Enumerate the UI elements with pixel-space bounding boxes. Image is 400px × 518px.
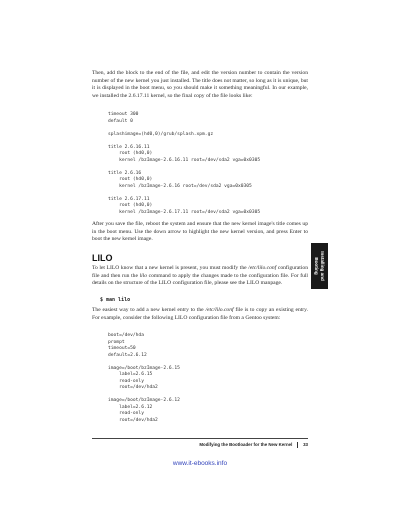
chapter-side-tab	[311, 243, 328, 289]
chapter-side-tab-label: Installing and Booting	[314, 251, 325, 281]
lilo-add-text-2: file is to copy an existing entry. For example, consider the following LILO configuration file from a Gentoo system:	[92, 307, 309, 321]
intro-paragraph: Then, add the block to the end of the file, and edit the version number to contain the version number of the new kernel you just installed. The title does not matter, so long as it is unique, but it is displayed in the boot menu, so you should make it something meaningful. In our example, we installed the 2.6.17.11 kernel, so the final copy of the file looks like:	[92, 70, 308, 99]
man-lilo-command: $ man lilo	[100, 297, 131, 303]
lilo-intro-text-2: configuration file and then run the	[92, 265, 308, 279]
lilo-intro-file-name: /etc/lilo.conf	[248, 265, 277, 271]
page-number: 33	[303, 442, 308, 448]
footer-separator	[297, 442, 298, 448]
lilo-add-file-name: /etc/lilo.conf	[205, 307, 234, 313]
grub-config-listing: timeout 300 default 0 splashimage=(hd0,0)/grub/splash.xpm.gz title 2.6.16.11 root (hd0,0) kernel /bzImage-2.6.16.11 root=/dev/sda2 vga=0x0305 title 2.6.16 root (hd0,0) kernel /bzImage-2.6.16 root=/dev/sda2 vga=0x0305 title 2.6.17.11 root (hd0,0) kernel /bzImage-2.6.17.11 root=/dev/sda2 vga=0x0305	[108, 112, 261, 215]
lilo-intro-text-1: To let LILO know that a new kernel is present, you must modify the	[92, 265, 249, 271]
after-grub-paragraph: After you save the file, reboot the system and ensure that the new kernel image's title comes up in the boot menu. Use the down arrow to highlight the new kernel version, and press Enter to boot the new kernel image.	[92, 221, 308, 243]
watermark-link[interactable]: www.it-ebooks.info	[172, 460, 228, 467]
lilo-add-paragraph	[92, 307, 308, 322]
footer-title: Modifying the Bootloader for the New Kernel	[199, 442, 293, 448]
page-footer	[199, 442, 308, 448]
lilo-config-listing: boot=/dev/hda prompt timeout=50 default=2.6.12 image=/boot/bzImage-2.6.15 label=2.6.15 read-only root=/dev/hda2 image=/boot/bzImage-2.6.12 label=2.6.12 read-only root=/dev/hda2	[108, 333, 180, 423]
lilo-intro-text-3: command to apply the changes made to the configuration file. For full details on the structure of the LILO configuration file, please see the LILO manpage.	[92, 272, 308, 287]
lilo-intro-command-name: lilo	[139, 272, 148, 279]
section-heading: LILO	[92, 253, 113, 263]
lilo-intro-paragraph	[92, 265, 308, 288]
footer-rule	[92, 438, 308, 439]
lilo-add-text-1: The easiest way to add a new kernel entry to the	[92, 307, 206, 313]
